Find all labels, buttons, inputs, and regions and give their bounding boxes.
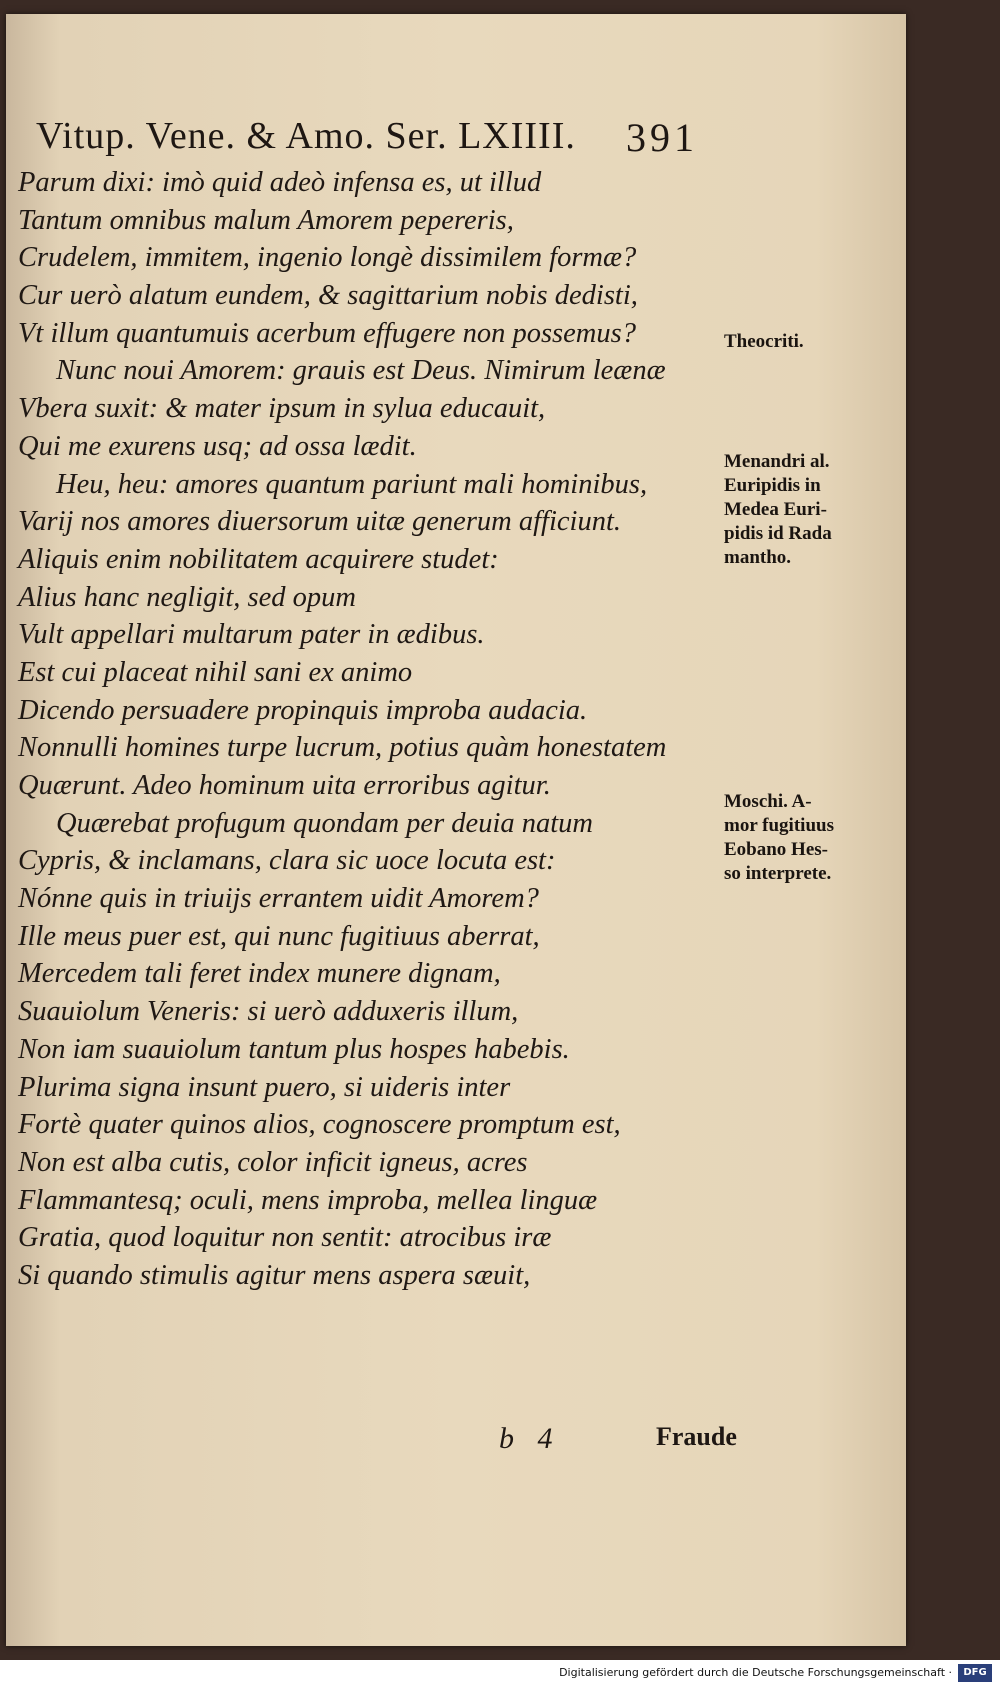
- text-line: Crudelem, immitem, ingenio longè dissimilem formæ?: [18, 242, 637, 274]
- text-line: Dicendo persuadere propinquis improba audacia.: [18, 694, 588, 726]
- signature-mark: b 4: [499, 1422, 561, 1455]
- marginal-note-menander: [724, 450, 874, 570]
- text-line: Gratia, quod loquitur non sentit: atrocibus iræ: [18, 1222, 552, 1254]
- text-line: Vult appellari multarum pater in ædibus.: [18, 619, 485, 651]
- text-line: Fortè quater quinos alios, cognoscere promptum est,: [18, 1109, 621, 1141]
- text-line: Est cui placeat nihil sani ex animo: [18, 656, 413, 688]
- text-line: Heu, heu: amores quantum pariunt mali hominibus,: [56, 468, 648, 500]
- text-line: Mercedem tali feret index munere dignam,: [18, 958, 501, 990]
- text-line: Vt illum quantumuis acerbum effugere non possemus?: [18, 317, 636, 349]
- text-line: Cur uerò alatum eundem, & sagittarium nobis dedisti,: [18, 280, 638, 312]
- text-line: Tantum omnibus malum Amorem pepereris,: [18, 204, 514, 236]
- marginal-note-line: mor fugitiuus: [724, 815, 834, 836]
- digitization-credit-bar: [0, 1660, 1000, 1688]
- text-line: Nunc noui Amorem: grauis est Deus. Nimirum leænæ: [56, 355, 666, 387]
- text-line: Non iam suauiolum tantum plus hospes habebis.: [18, 1033, 570, 1065]
- page-header: [36, 114, 716, 166]
- marginal-note-line: Moschi. A-: [724, 791, 812, 812]
- marginal-note-moschus: [724, 790, 874, 886]
- text-line: Quærunt. Adeo hominum uita erroribus agitur.: [18, 770, 551, 801]
- marginal-note-line: mantho.: [724, 547, 792, 568]
- marginal-note-theocritus: [724, 330, 874, 354]
- text-line: Parum dixi: imò quid adeò infensa es, ut illud: [18, 167, 542, 198]
- text-line: Aliquis enim nobilitatem acquirere studet:: [18, 543, 499, 575]
- body-text: [18, 164, 718, 1295]
- marginal-note-line: so interprete.: [724, 863, 832, 884]
- text-line: Flammantesq; oculi, mens improba, mellea linguæ: [18, 1184, 598, 1216]
- dfg-logo-icon: DFG: [958, 1664, 992, 1682]
- marginal-note-line: Theocriti.: [724, 331, 804, 352]
- text-line: Ille meus puer est, qui nunc fugitiuus aberrat,: [18, 920, 540, 952]
- catchword: Fraude: [656, 1422, 737, 1451]
- text-line: Plurima signa insunt puero, si uideris inter: [18, 1071, 511, 1103]
- text-line: Quærebat profugum quondam per deuia natum: [56, 807, 593, 839]
- book-page: [6, 14, 906, 1646]
- marginal-note-line: Medea Euri-: [724, 499, 827, 520]
- text-line: Alius hanc negligit, sed opum: [18, 581, 357, 613]
- marginal-note-line: Euripidis in: [724, 475, 821, 496]
- page-number: 391: [626, 115, 698, 160]
- text-line: Suauiolum Veneris: si uerò adduxeris illum,: [18, 996, 519, 1028]
- text-line: Varij nos amores diuersorum uitæ generum afficiunt.: [18, 506, 621, 538]
- marginal-note-line: pidis id Rada: [724, 523, 832, 544]
- marginal-note-line: Menandri al.: [724, 451, 830, 472]
- text-line: Cypris, & inclamans, clara sic uoce locuta est:: [18, 845, 556, 877]
- text-line: Qui me exurens usq; ad ossa lædit.: [18, 430, 417, 462]
- credit-text: Digitalisierung gefördert durch die Deutsche Forschungsgemeinschaft ·: [559, 1666, 952, 1679]
- text-line: Nónne quis in triuijs errantem uidit Amorem?: [18, 883, 539, 915]
- text-line: Si quando stimulis agitur mens aspera sæuit,: [18, 1259, 531, 1291]
- text-line: Non est alba cutis, color inficit igneus, acres: [18, 1146, 528, 1178]
- marginal-note-line: Eobano Hes-: [724, 839, 828, 860]
- running-title: Vitup. Vene. & Amo. Ser. LXIIII.: [36, 115, 576, 157]
- text-line: Nonnulli homines turpe lucrum, potius quàm honestatem: [18, 732, 667, 764]
- text-line: Vbera suxit: & mater ipsum in sylua educauit,: [18, 393, 546, 425]
